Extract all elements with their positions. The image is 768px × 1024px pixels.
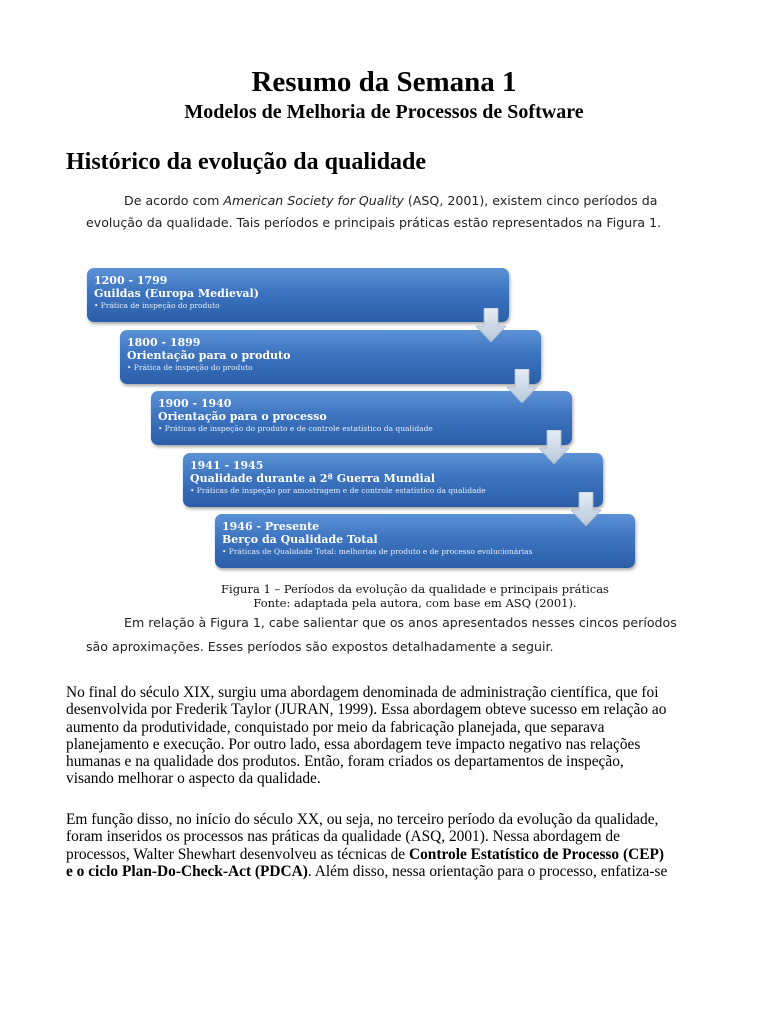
- intro-line-2: evolução da qualidade. Tais períodos e principais práticas estão representados na Figura 1.: [86, 215, 662, 230]
- period-practice: • Práticas de inspeção do produto e de controle estatístico da qualidade: [158, 424, 433, 433]
- body-paragraph-2: [66, 811, 726, 880]
- after-figure-line-1: Em relação à Figura 1, cabe salientar que os anos apresentados nesses cincos períodos: [124, 615, 677, 630]
- arrow-down-icon: [539, 430, 569, 464]
- period-name: Qualidade durante a 2ª Guerra Mundial: [190, 472, 436, 485]
- page-subtitle: Modelos de Melhoria de Processos de Software: [184, 101, 584, 123]
- period-years: 1800 - 1899: [127, 336, 201, 349]
- arrow-down-icon: [507, 369, 537, 403]
- section-heading: Histórico da evolução da qualidade: [66, 149, 427, 175]
- arrow-down-icon: [476, 308, 506, 342]
- period-years: 1941 - 1945: [190, 459, 264, 472]
- paragraph-text: processos, Walter Shewhart desenvolveu as técnicas de: [66, 845, 409, 863]
- paragraph-bold-text: e o ciclo Plan-Do-Check-Act (PDCA): [66, 862, 308, 880]
- paragraph-text: . Além disso, nessa orientação para o processo, enfatiza-se: [307, 862, 668, 880]
- paragraph-line: planejamento e execução. Por outro lado, essa abordagem teve impacto negativo nas relações: [66, 735, 641, 753]
- intro-line-1-suffix: (ASQ, 2001), existem cinco períodos da: [403, 193, 658, 208]
- paragraph-line: [66, 846, 726, 863]
- body-paragraph-1: [66, 684, 726, 788]
- figure-source: Fonte: adaptada pela autora, com base em ASQ (2001).: [253, 596, 577, 610]
- page-title: Resumo da Semana 1: [251, 66, 517, 98]
- period-practice: • Práticas de inspeção por amostragem e de controle estatístico da qualidade: [190, 486, 486, 495]
- intro-line-1: [124, 190, 657, 212]
- paragraph-bold-text: Controle Estatístico de Processo (CEP): [408, 845, 664, 863]
- intro-line-1-italic: American Society for Quality: [223, 193, 404, 208]
- period-name: Orientação para o produto: [127, 349, 291, 362]
- after-figure-line-2: são aproximações. Esses períodos são expostos detalhadamente a seguir.: [86, 639, 554, 654]
- period-practice: • Práticas de Qualidade Total: melhorias de produto e de processo evolucionárias: [222, 547, 533, 556]
- paragraph-line: No final do século XIX, surgiu uma abordagem denominada de administração científica, que foi: [66, 684, 659, 701]
- period-box-1: [87, 268, 509, 322]
- period-practice: • Prática de inspeção do produto: [94, 301, 220, 310]
- period-name: Guildas (Europa Medieval): [94, 287, 259, 300]
- intro-line-1-prefix: De acordo com: [124, 193, 224, 208]
- arrow-down-icon: [571, 492, 601, 526]
- paragraph-line: desenvolvida por Frederik Taylor (JURAN, 1999). Essa abordagem obteve sucesso em relação ao: [66, 701, 667, 719]
- paragraph-line: [66, 863, 726, 880]
- period-years: 1946 - Presente: [222, 520, 320, 533]
- period-practice: • Prática de inspeção do produto: [127, 363, 253, 372]
- figure-caption: Figura 1 – Períodos da evolução da qualidade e principais práticas: [221, 582, 609, 596]
- period-years: 1200 - 1799: [94, 274, 168, 287]
- period-years: 1900 - 1940: [158, 397, 232, 410]
- period-name: Berço da Qualidade Total: [222, 533, 378, 546]
- paragraph-line: Em função disso, no início do século XX, ou seja, no terceiro período da evolução da qualidade,: [66, 811, 659, 828]
- paragraph-line: foram inseridos os processos nas práticas da qualidade (ASQ, 2001). Nessa abordagem de: [66, 828, 620, 846]
- period-name: Orientação para o processo: [158, 410, 327, 423]
- paragraph-line: visando melhorar o aspecto da qualidade.: [66, 770, 321, 788]
- paragraph-line: aumento da produtividade, conquistado por meio da fabricação planejada, que separava: [66, 718, 605, 736]
- paragraph-line: humanas e na qualidade dos produtos. Então, foram criados os departamentos de inspeção,: [66, 753, 624, 771]
